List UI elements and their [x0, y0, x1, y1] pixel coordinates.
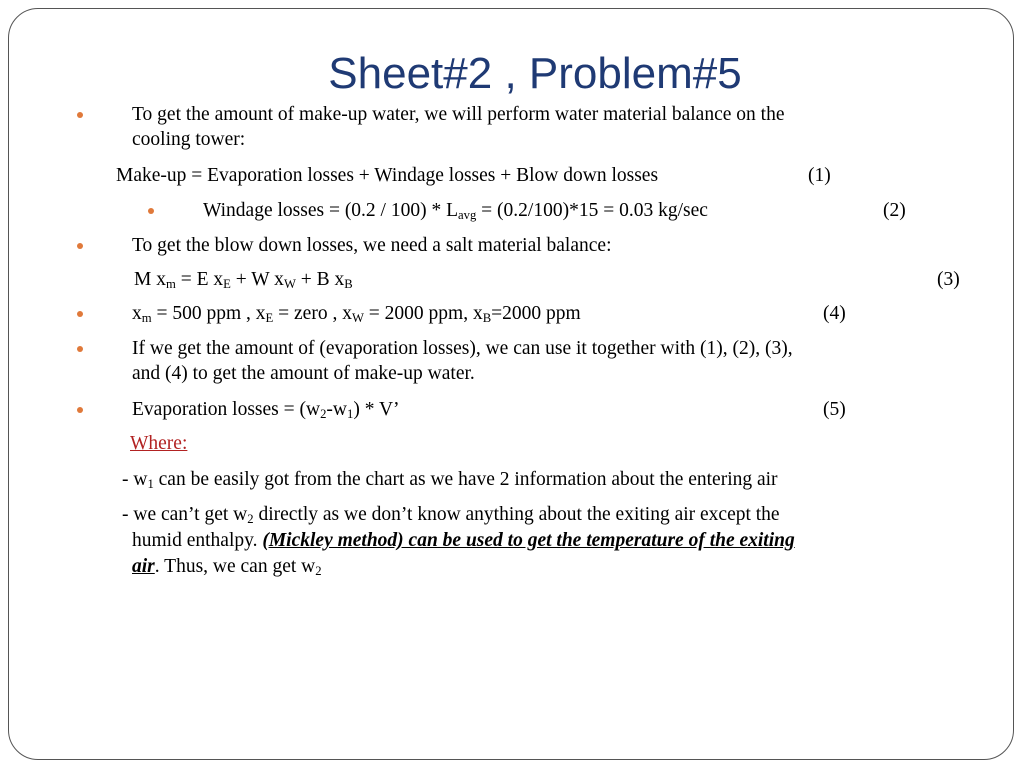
- eq1-text: Make-up = Evaporation losses + Windage losses + Blow down losses: [116, 165, 659, 186]
- eq5-text: Evaporation losses = $(w_2-w_1)$ * V’: [132, 399, 400, 421]
- bullet-3: [77, 311, 83, 317]
- air-emphasis: air: [132, 556, 155, 577]
- p3-line2: and (4) to get the amount of make-up water.: [132, 363, 475, 384]
- eq1-number: (1): [808, 165, 831, 186]
- w2-line1: - we can’t get $w_2$ directly as we don’t know anything about the exiting air except the: [122, 504, 780, 526]
- eq3-text: M $x_m = E$ $x_E + W$ $x_W + B$ $x_B$: [134, 269, 353, 291]
- bullet-windage: [148, 208, 154, 214]
- eq2-number: (2): [883, 200, 906, 221]
- p3-line1: If we get the amount of (evaporation losses), we can use it together with (1), (2), (3),: [132, 338, 793, 359]
- eq4-number: (4): [823, 303, 846, 324]
- eq5-number: (5): [823, 399, 846, 420]
- p1-line1: To get the amount of make-up water, we will perform water material balance on the: [132, 104, 785, 125]
- bullet-4: [77, 346, 83, 352]
- mickley-method-emphasis: (Mickley method) can be used to get the temperature of the exiting: [262, 530, 795, 551]
- where-label: Where:: [130, 433, 188, 454]
- w1-text: - $w_1$ can be easily got from the chart as we have 2 information about the entering air: [122, 469, 778, 491]
- bullet-5: [77, 407, 83, 413]
- windage-eq: Windage losses = $(0.2 / 100) * L_{avg} = (0.2/100)*15 = 0.03$ kg/sec: [203, 200, 708, 222]
- eq3-number: (3): [937, 269, 960, 290]
- p1-line2: cooling tower:: [132, 129, 246, 150]
- p2-text: To get the blow down losses, we need a salt material balance:: [132, 235, 612, 256]
- w2-line3: air. Thus, we can get $w_2$: [132, 556, 322, 578]
- bullet-1: [77, 112, 83, 118]
- bullet-2: [77, 243, 83, 249]
- slide-title: Sheet#2 , Problem#5: [328, 49, 742, 98]
- eq4-text: $x_m = 500$ ppm , $x_E$ = zero , $x_W = 2000$ ppm, $x_B=2000$ ppm: [132, 303, 581, 325]
- w2-line2: humid enthalpy. (Mickley method) can be used to get the temperature of the exiting: [132, 530, 795, 551]
